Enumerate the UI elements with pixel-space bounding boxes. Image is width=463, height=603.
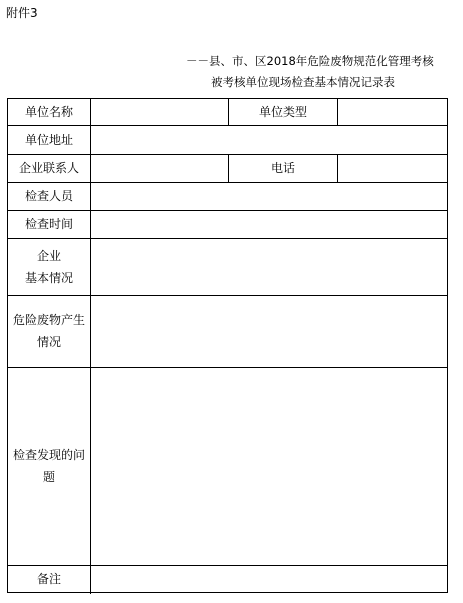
inspectors-field[interactable] (91, 182, 447, 210)
contact-person-label: 企业联系人 (18, 161, 79, 175)
unit-name-label: 单位名称 (24, 105, 73, 119)
phone-label: 电话 (270, 161, 295, 175)
inspection-record-table (7, 98, 448, 593)
remarks-label: 备注 (36, 571, 61, 586)
form-title-line2: 被考核单位现场检查基本情况记录表 (211, 75, 395, 89)
unit-address-label: 单位地址 (24, 132, 73, 147)
attachment-label: 附件3 (6, 6, 38, 20)
inspectors-label: 检查人员 (24, 189, 73, 203)
inspection-time-label: 检查时间 (24, 217, 73, 231)
remarks-field[interactable] (91, 565, 447, 592)
unit-type-label: 单位类型 (258, 105, 307, 119)
unit-address-field[interactable] (91, 125, 447, 154)
enterprise-basic-info-label: 企业 基本情况 (24, 248, 73, 285)
hazardous-waste-label: 危险废物产生 情况 (12, 313, 85, 349)
issues-found-label: 检查发现的问 题 (12, 448, 85, 484)
enterprise-basic-info-field[interactable] (91, 238, 447, 295)
unit-type-field[interactable] (338, 99, 447, 125)
hazardous-waste-field[interactable] (91, 295, 447, 367)
phone-field[interactable] (338, 154, 447, 182)
form-title-line1: －－县、市、区2018年危险废物规范化管理考核 (186, 54, 434, 68)
contact-person-field[interactable] (91, 154, 228, 182)
issues-found-field[interactable] (91, 367, 447, 565)
unit-name-field[interactable] (91, 99, 228, 125)
inspection-time-field[interactable] (91, 210, 447, 238)
